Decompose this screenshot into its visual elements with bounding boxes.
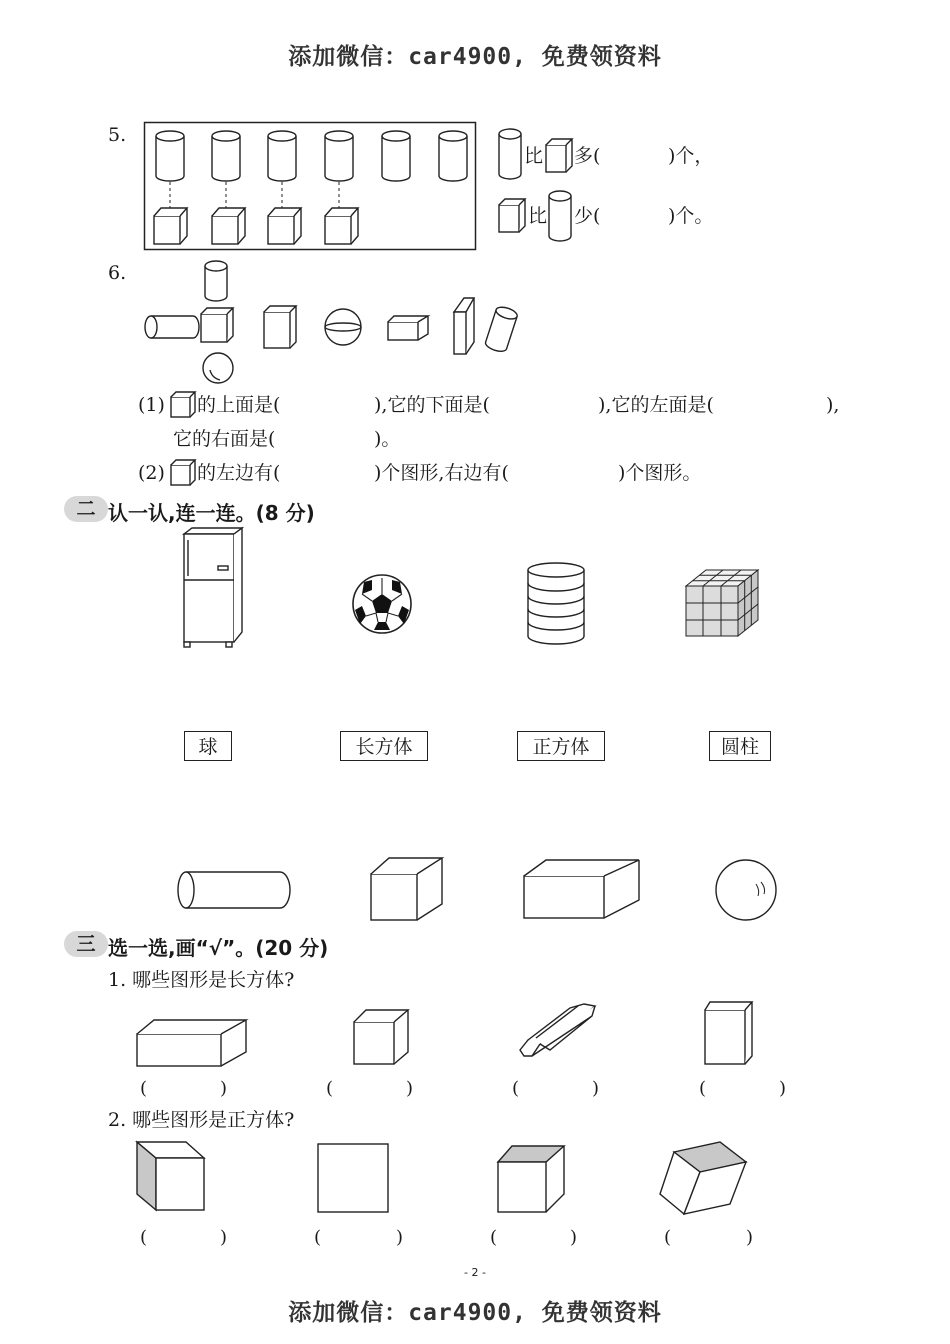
refrigerator-picture <box>180 528 244 650</box>
q1-shapes-row <box>134 998 784 1070</box>
q6-s1-label: (1) <box>138 394 165 416</box>
q1-paren-2-close: ) <box>406 1078 414 1099</box>
q5-line2-end: )个。 <box>668 205 714 227</box>
label-sphere[interactable]: 球 <box>184 731 232 761</box>
cube-icon <box>498 198 526 234</box>
rubiks-cube-picture <box>684 566 760 638</box>
page-number: - 2 - <box>464 1266 486 1279</box>
q6-s1-end: ), <box>826 394 840 416</box>
q2-paren-2-close: ) <box>396 1227 404 1248</box>
q5-number: 5. <box>108 124 127 146</box>
section2-badge: 二 <box>64 496 108 522</box>
q1-paren-1-close: ) <box>220 1078 228 1099</box>
q1-paren-4-open: ( <box>699 1078 707 1099</box>
q1-paren-3-close: ) <box>592 1078 600 1099</box>
soccer-ball-picture <box>350 572 414 636</box>
q6-s1-left: ),它的左面是( <box>598 394 714 416</box>
q1-paren-2-open: ( <box>326 1078 334 1099</box>
q2-paren-3-close: ) <box>570 1227 578 1248</box>
q2-paren-3-open: ( <box>490 1227 498 1248</box>
q1-paren-3-open: ( <box>512 1078 520 1099</box>
q5-line1-bi: 比 <box>524 145 544 167</box>
q6-s1-right-end: )。 <box>374 428 401 450</box>
q6-s2-label: (2) <box>138 462 165 484</box>
section3-badge: 三 <box>64 931 108 957</box>
q2-shapes-row <box>134 1140 754 1220</box>
q2-paren-1-close: ) <box>220 1227 228 1248</box>
section2-title: 认一认,连一连。(8 分) <box>108 501 315 525</box>
q5-figure-box <box>144 122 476 250</box>
cylinder-icon <box>548 190 572 244</box>
q2-paren-4-close: ) <box>746 1227 754 1248</box>
label-cube[interactable]: 正方体 <box>517 731 605 761</box>
q6-s1-top: 的上面是( <box>197 394 281 416</box>
q6-s2-right: )个图形,右边有( <box>374 462 509 484</box>
q2-paren-4-open: ( <box>664 1227 672 1248</box>
cylinder-icon <box>498 128 522 182</box>
coin-stack-picture <box>526 562 586 646</box>
watermark-top: 添加微信：car4900, 免费领资料 <box>288 44 662 70</box>
cube-icon <box>170 459 196 487</box>
q6-s2-end: )个图形。 <box>618 462 702 484</box>
section3-title: 选一选,画“√”。(20 分) <box>108 936 329 960</box>
q1-paren-1-open: ( <box>140 1078 148 1099</box>
q5-line2-bi: 比 <box>528 205 548 227</box>
watermark-bottom: 添加微信：car4900, 免费领资料 <box>288 1300 662 1326</box>
q5-line1-duo: 多( <box>574 145 601 167</box>
label-cylinder[interactable]: 圆柱 <box>709 731 771 761</box>
cube-icon <box>545 138 573 174</box>
q6-s2-left: 的左边有( <box>197 462 281 484</box>
q1-paren-4-close: ) <box>779 1078 787 1099</box>
section3-q1: 1. 哪些图形是长方体? <box>108 969 295 991</box>
q5-line1-end: )个， <box>668 145 714 167</box>
section2-shapes-row <box>176 856 776 924</box>
q6-number: 6. <box>108 262 127 284</box>
q2-paren-1-open: ( <box>140 1227 148 1248</box>
section3-q2: 2. 哪些图形是正方体? <box>108 1109 295 1131</box>
q6-shapes-figure <box>140 258 540 386</box>
q5-line2-shao: 少( <box>574 205 601 227</box>
q6-s1-right: 它的右面是( <box>173 428 276 450</box>
cube-icon <box>170 391 196 419</box>
q2-paren-2-open: ( <box>314 1227 322 1248</box>
label-cuboid[interactable]: 长方体 <box>340 731 428 761</box>
q6-s1-bottom: ),它的下面是( <box>374 394 490 416</box>
